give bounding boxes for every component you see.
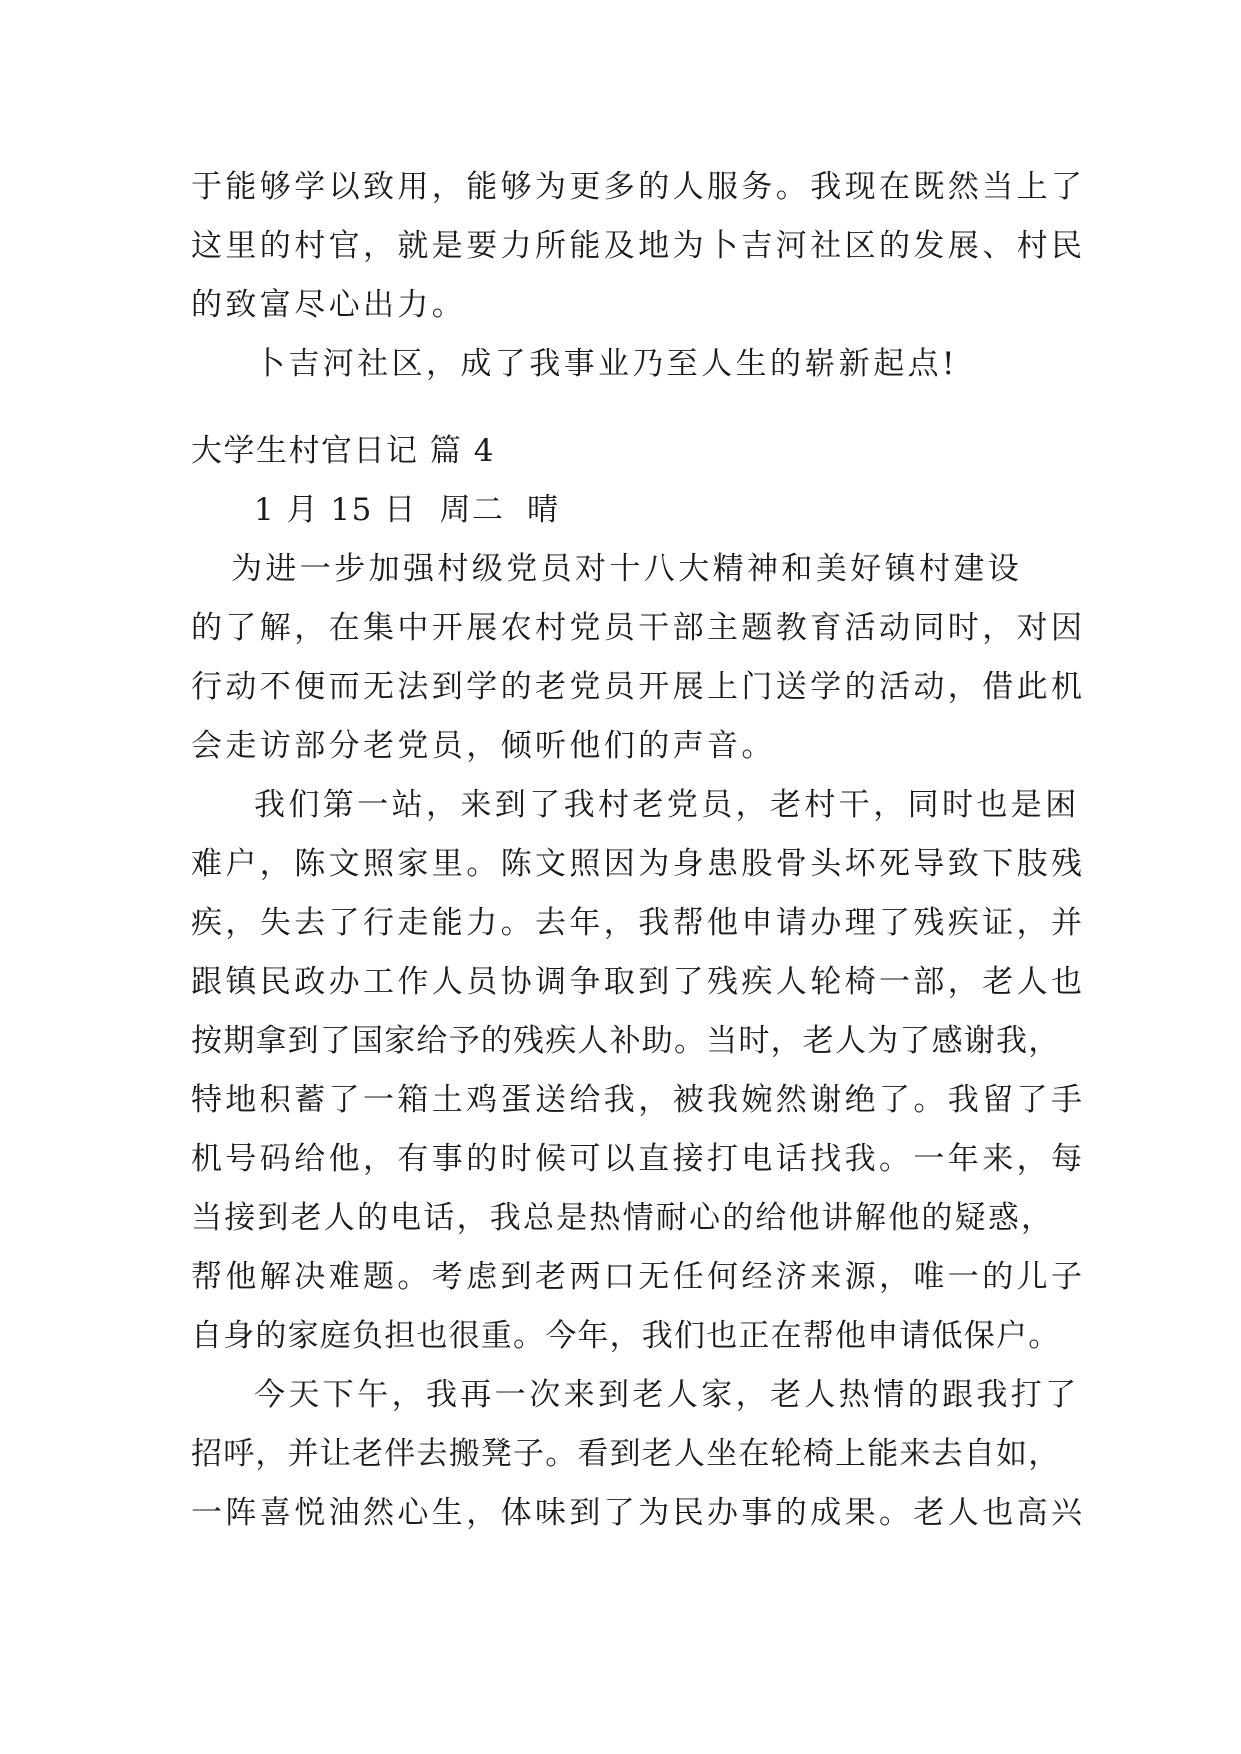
text-line: 今天下午，我再一次来到老人家，老人热情的跟我打了 <box>254 1377 1080 1413</box>
text-line: 难户，陈文照家里。陈文照因为身患股骨头坏死导致下肢残 <box>191 846 1086 882</box>
text-line: 一阵喜悦油然心生，体味到了为民办事的成果。老人也高兴 <box>191 1495 1086 1531</box>
text-line: 机号码给他，有事的时候可以直接打电话找我。一年来，每 <box>191 1141 1086 1177</box>
text-line: 招呼，并让老伴去搬凳子。看到老人坐在轮椅上能来去自如， <box>191 1436 1061 1472</box>
text-line: 特地积蓄了一箱土鸡蛋送给我，被我婉然谢绝了。我留了手 <box>191 1082 1086 1118</box>
text-line: 按期拿到了国家给予的残疾人补助。当时，老人为了感谢我， <box>191 1023 1061 1059</box>
paragraph <box>191 776 1086 1366</box>
text-line: 疾，失去了行走能力。去年，我帮他申请办理了残疾证，并 <box>191 905 1086 941</box>
text-line: 跟镇民政办工作人员协调争取到了残疾人轮椅一部，老人也 <box>191 964 1086 1000</box>
text-line: 的致富尽心出力。 <box>191 287 467 323</box>
text-line: 帮他解决难题。考虑到老两口无任何经济来源，唯一的儿子 <box>191 1259 1086 1295</box>
text-line: 为进一步加强村级党员对十八大精神和美好镇村建设 <box>231 551 1023 587</box>
text-line: 会走访部分老党员，倾听他们的声音。 <box>191 728 776 764</box>
continued-paragraph <box>191 158 1086 335</box>
section-title: 大学生村官日记 篇 4 <box>191 433 495 469</box>
text-column <box>191 158 1086 1543</box>
text-line: 这里的村官，就是要力所能及地为卜吉河社区的发展、村民 <box>191 228 1086 264</box>
paragraph <box>191 1366 1086 1543</box>
section-gap <box>191 394 1051 422</box>
closing-line: 卜吉河社区，成了我事业乃至人生的崭新起点! <box>254 346 958 382</box>
text-line: 行动不便而无法到学的老党员开展上门送学的活动，借此机 <box>191 669 1086 705</box>
entry-date: 1 月 15 日 周二 晴 <box>254 492 560 528</box>
text-line: 我们第一站，来到了我村老党员，老村干，同时也是困 <box>254 787 1080 823</box>
text-line: 自身的家庭负担也很重。今年，我们也正在帮他申请低保户。 <box>191 1318 1061 1354</box>
text-line: 的了解，在集中开展农村党员干部主题教育活动同时，对因 <box>191 610 1086 646</box>
paragraph <box>191 540 1086 776</box>
text-line: 当接到老人的电话，我总是热情耐心的给他讲解他的疑惑， <box>191 1200 1055 1236</box>
text-line: 于能够学以致用，能够为更多的人服务。我现在既然当上了 <box>191 169 1086 205</box>
